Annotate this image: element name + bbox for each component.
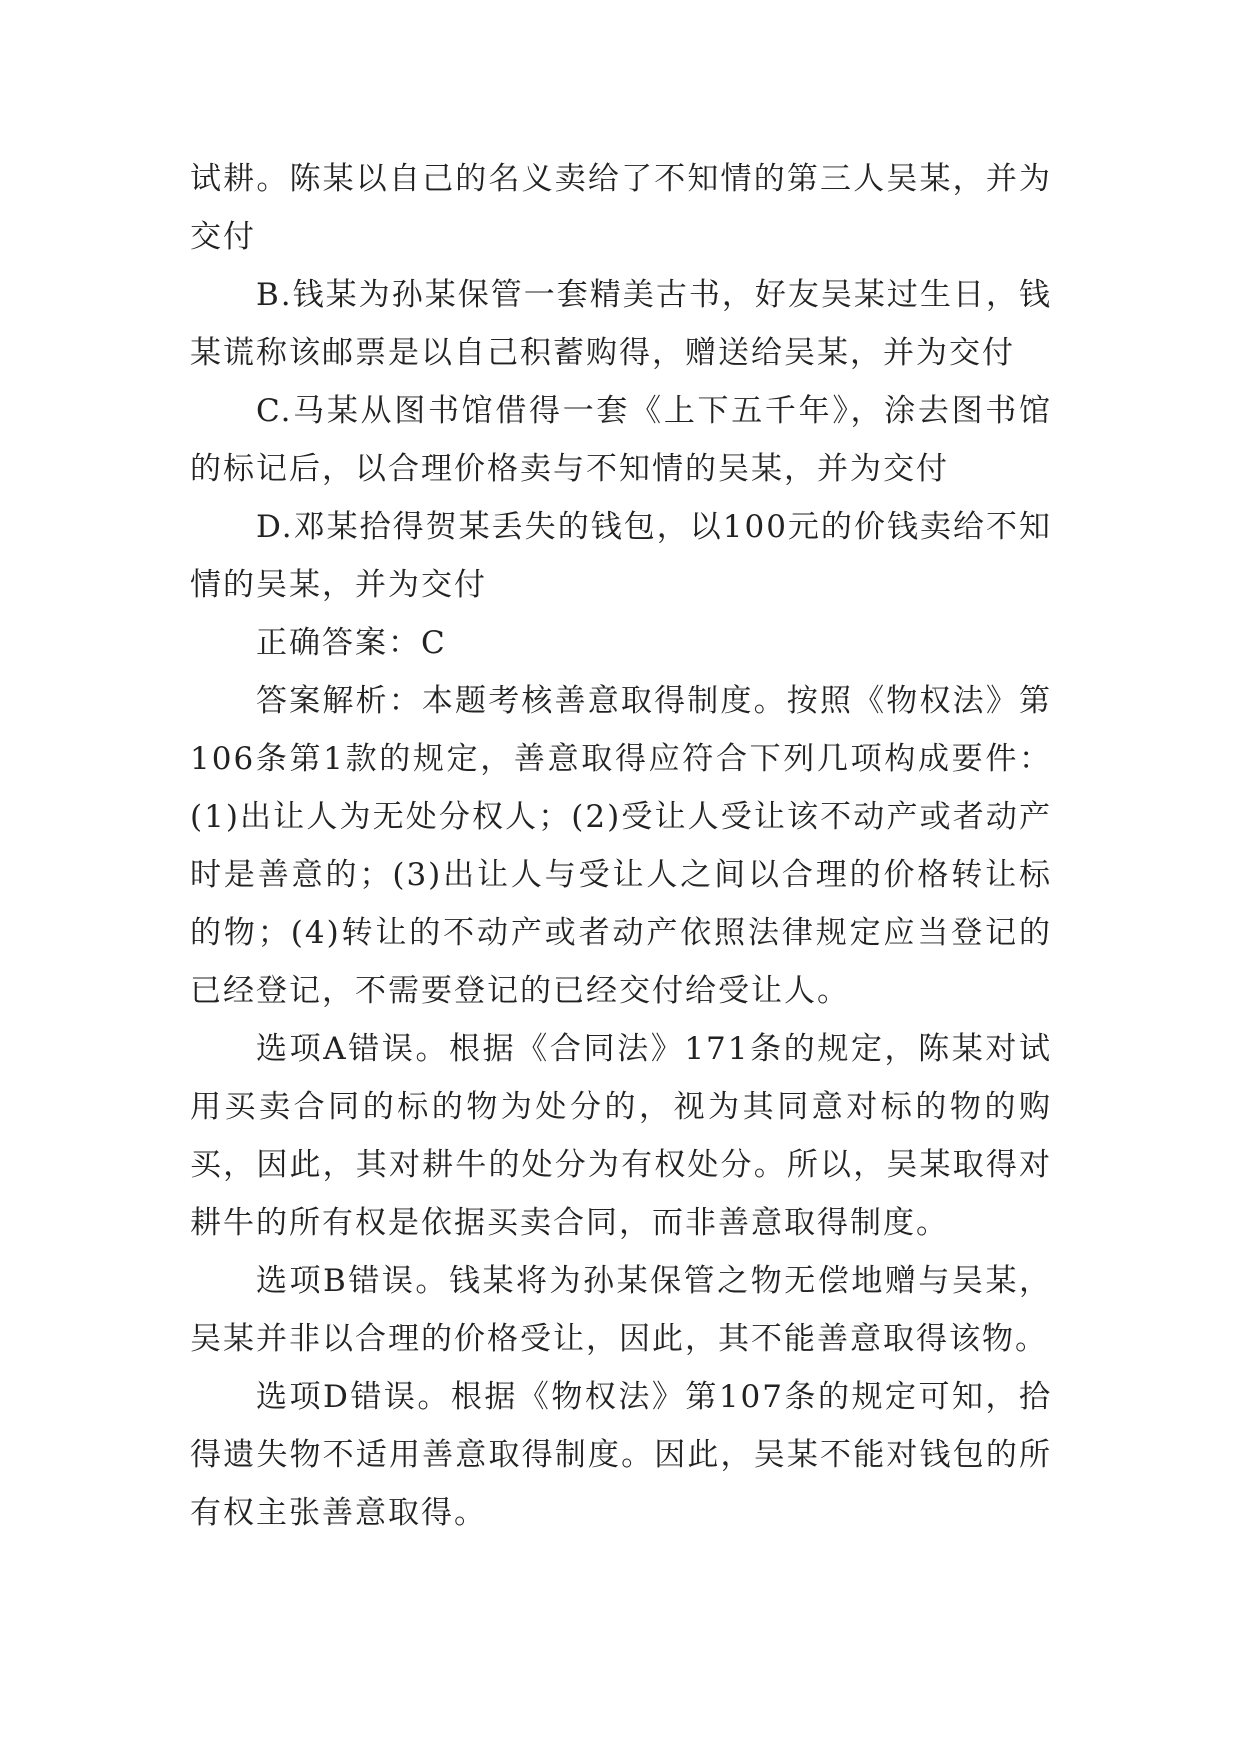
option-d-analysis: 选项D错误。根据《物权法》第107条的规定可知，拾得遗失物不适用善意取得制度。因此，吴某不能对钱包的所有权主张善意取得。 [190, 1379, 1052, 1531]
correct-answer: 正确答案：C [256, 625, 447, 661]
option-d-paragraph: D.邓某拾得贺某丢失的钱包，以100元的价钱卖给不知情的吴某，并为交付 [190, 509, 1052, 603]
option-b-paragraph: B.钱某为孙某保管一套精美古书，好友吴某过生日，钱某谎称该邮票是以自己积蓄购得，赠送给吴某，并为交付 [190, 277, 1052, 371]
document-body [190, 150, 1052, 1542]
option-b-analysis: 选项B错误。钱某将为孙某保管之物无偿地赠与吴某，吴某并非以合理的价格受让，因此，其不能善意取得该物。 [190, 1263, 1052, 1357]
option-a-analysis: 选项A错误。根据《合同法》171条的规定，陈某对试用买卖合同的标的物为处分的，视为其同意对标的物的购买，因此，其对耕牛的处分为有权处分。所以，吴某取得对耕牛的所有权是依据买卖合同，而非善意取得制度。 [190, 1031, 1052, 1241]
answer-explanation: 答案解析：本题考核善意取得制度。按照《物权法》第106条第1款的规定，善意取得应符合下列几项构成要件：(1)出让人为无处分权人；(2)受让人受让该不动产或者动产时是善意的；(3)出让人与受让人之间以合理的价格转让标的物；(4)转让的不动产或者动产依照法律规定应当登记的已经登记，不需要登记的已经交付给受让人。 [190, 683, 1052, 1009]
option-c-paragraph: C.马某从图书馆借得一套《上下五千年》，涂去图书馆的标记后，以合理价格卖与不知情的吴某，并为交付 [190, 393, 1052, 487]
paragraph-continuation: 试耕。陈某以自己的名义卖给了不知情的第三人吴某，并为交付 [190, 161, 1052, 255]
